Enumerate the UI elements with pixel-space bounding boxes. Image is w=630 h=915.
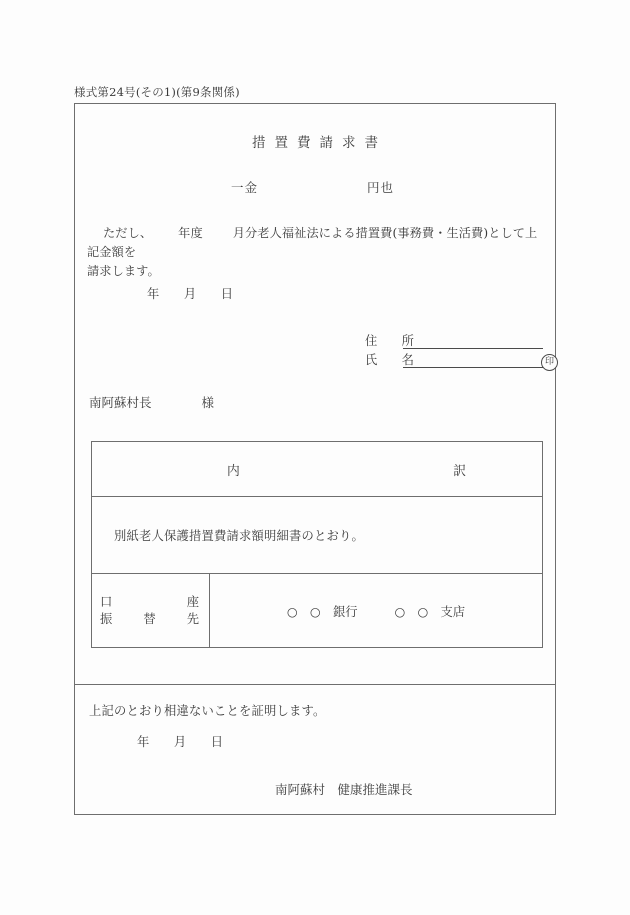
bank-branch-text: ○ ○ 銀行 ○ ○ 支店 <box>286 604 466 619</box>
request-date-line: 年 月 日 <box>147 287 234 301</box>
seal-stamp-icon: 印 <box>541 354 558 371</box>
bank-account-value-cell <box>210 574 542 647</box>
section-divider <box>75 684 555 685</box>
address-label: 住 所 <box>365 334 420 348</box>
table-row <box>92 497 542 574</box>
bank-label-1-right: 座 <box>186 594 199 609</box>
statement-part-3: 月分老人福祉法による措置費(事務費・生活費)として上記金額を <box>87 226 538 259</box>
amount-label: 一金 <box>231 180 259 195</box>
breakdown-header-right: 訳 <box>453 463 467 479</box>
breakdown-detail-text: 別紙老人保護措置費請求額明細書のとおり。 <box>114 529 364 543</box>
certification-signer: 南阿蘇村 健康推進課長 <box>275 782 413 797</box>
statement-part-2: 年度 <box>178 226 203 240</box>
form-frame <box>74 103 556 815</box>
address-write-rule <box>403 334 543 349</box>
table-row <box>92 442 542 497</box>
statement-part-1: ただし、 <box>103 226 153 240</box>
bank-label-2-center: 替 <box>143 611 156 626</box>
breakdown-header-left: 内 <box>227 463 241 479</box>
bank-account-label-cell <box>92 574 210 647</box>
certification-statement: 上記のとおり相違ないことを証明します。 <box>89 704 326 718</box>
request-statement <box>87 224 545 281</box>
name-write-rule <box>403 353 555 368</box>
breakdown-header-cell <box>167 460 467 479</box>
applicant-block <box>365 330 558 368</box>
certification-date-line: 年 月 日 <box>137 735 224 749</box>
bank-label-2-left: 振 <box>100 611 113 626</box>
bank-label-2-right: 先 <box>186 611 199 626</box>
applicant-name-row <box>365 349 558 368</box>
addressee-label: 南阿蘇村長 様 <box>89 395 215 410</box>
statement-part-4: 請求します。 <box>87 264 160 278</box>
form-number-label: 様式第24号(その1)(第9条関係) <box>74 85 240 99</box>
bank-label-line-2 <box>100 611 199 628</box>
amount-unit-label: 円也 <box>367 180 395 195</box>
table-row <box>92 574 542 647</box>
name-label: 氏 名 <box>365 353 420 367</box>
bank-label-1-left: 口 <box>100 594 113 609</box>
bank-label-line-1 <box>100 594 199 611</box>
breakdown-table <box>91 441 543 648</box>
page-title: 措置費請求書 <box>252 135 387 151</box>
applicant-address-row <box>365 330 558 349</box>
